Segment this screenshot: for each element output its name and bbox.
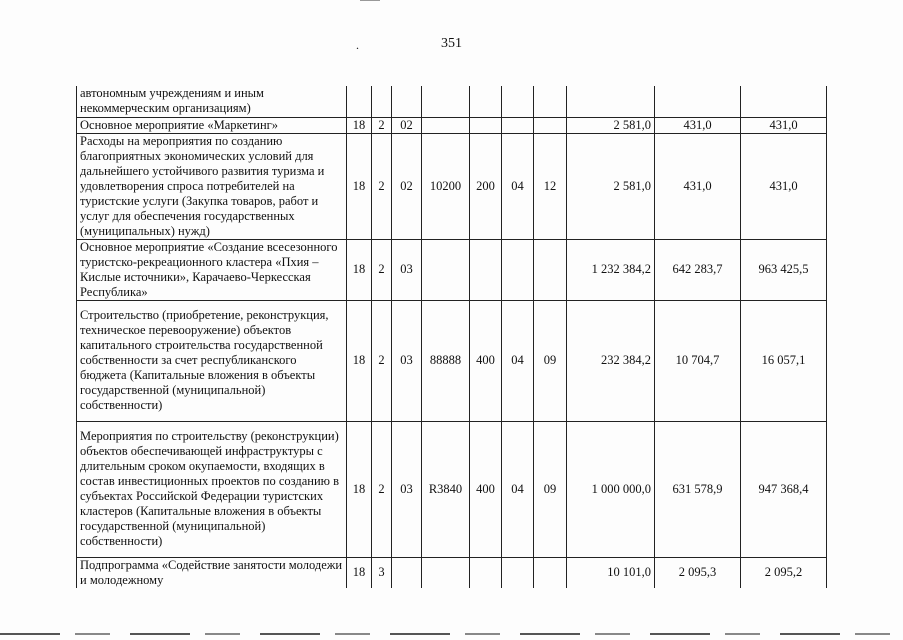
page-mark: .: [356, 38, 359, 52]
budget-table: [76, 86, 827, 588]
cell-pr: 09: [534, 300, 567, 421]
table-row: [77, 300, 827, 421]
cell-gr: [347, 86, 372, 117]
cell-om: [392, 557, 422, 588]
cell-pgr: [372, 86, 392, 117]
cell-value-2: [655, 86, 741, 117]
cell-om: 02: [392, 117, 422, 133]
cell-pgr: 2: [372, 421, 392, 557]
cell-value-3: 16 057,1: [741, 300, 827, 421]
cell-value-2: 10 704,7: [655, 300, 741, 421]
cell-rz: 04: [502, 421, 534, 557]
cell-value-1: 2 581,0: [567, 117, 655, 133]
cell-pr: [534, 117, 567, 133]
cell-rz: 04: [502, 133, 534, 239]
table-row: [77, 117, 827, 133]
cell-napr: [422, 117, 470, 133]
cell-rz: [502, 557, 534, 588]
page-number: 351: [441, 36, 462, 51]
cell-value-1: 2 581,0: [567, 133, 655, 239]
cell-gr: 18: [347, 557, 372, 588]
cell-om: 03: [392, 300, 422, 421]
cell-vr: 200: [470, 133, 502, 239]
cell-vr: 400: [470, 421, 502, 557]
cell-pgr: 2: [372, 133, 392, 239]
cell-value-3: 947 368,4: [741, 421, 827, 557]
row-name: Строительство (приобретение, реконструкция, техническое перевооружение) объектов капитального строительства государственной собственности за счет республиканского бюджета (Капитальные вложения в объекты государственной (муниципальной) собственности): [77, 300, 347, 421]
cell-rz: 04: [502, 300, 534, 421]
cell-pgr: 2: [372, 239, 392, 300]
cell-pr: 09: [534, 421, 567, 557]
cell-vr: [470, 239, 502, 300]
scan-artifact-top: [360, 0, 380, 1]
row-name: Основное мероприятие «Маркетинг»: [77, 117, 347, 133]
cell-value-1: 10 101,0: [567, 557, 655, 588]
cell-pgr: 2: [372, 300, 392, 421]
cell-napr: 88888: [422, 300, 470, 421]
cell-value-3: 2 095,2: [741, 557, 827, 588]
cell-napr: [422, 86, 470, 117]
cell-napr: [422, 239, 470, 300]
table-row: [77, 421, 827, 557]
cell-gr: 18: [347, 117, 372, 133]
cell-value-3: [741, 86, 827, 117]
cell-pgr: 3: [372, 557, 392, 588]
cell-gr: 18: [347, 239, 372, 300]
row-name: Расходы на мероприятия по созданию благоприятных экономических условий для дальнейшего устойчивого развития туризма и удовлетворения спроса потребителей на туристские услуги (Закупка товаров, работ и услуг для обеспечения государственных (муниципальных) нужд): [77, 133, 347, 239]
cell-vr: [470, 86, 502, 117]
cell-value-2: 631 578,9: [655, 421, 741, 557]
cell-om: 03: [392, 421, 422, 557]
table-row: [77, 557, 827, 588]
cell-vr: [470, 117, 502, 133]
cell-om: 02: [392, 133, 422, 239]
cell-value-2: 431,0: [655, 133, 741, 239]
cell-vr: [470, 557, 502, 588]
table-row: [77, 133, 827, 239]
cell-pr: 12: [534, 133, 567, 239]
row-name: Мероприятия по строительству (реконструкции) объектов обеспечивающей инфраструктуры с длительным сроком окупаемости, входящих в состав инвестиционных проектов по созданию в субъектах Российской Федерации туристских кластеров (Капитальные вложения в объекты государственной (муниципальной) собственности): [77, 421, 347, 557]
cell-om: 03: [392, 239, 422, 300]
cell-value-2: 642 283,7: [655, 239, 741, 300]
cell-rz: [502, 239, 534, 300]
table-row: [77, 239, 827, 300]
cell-value-3: 431,0: [741, 133, 827, 239]
cell-value-2: 431,0: [655, 117, 741, 133]
cell-napr: 10200: [422, 133, 470, 239]
table-row: [77, 86, 827, 117]
cell-om: [392, 86, 422, 117]
cell-value-1: 1 000 000,0: [567, 421, 655, 557]
scan-artifact-bottom: [0, 633, 903, 635]
cell-gr: 18: [347, 300, 372, 421]
cell-pgr: 2: [372, 117, 392, 133]
cell-pr: [534, 557, 567, 588]
cell-pr: [534, 239, 567, 300]
cell-rz: [502, 117, 534, 133]
row-name: Основное мероприятие «Создание всесезонного туристско-рекреационного кластера «Пхия – Кислые источники», Карачаево-Черкесская Республика»: [77, 239, 347, 300]
cell-gr: 18: [347, 421, 372, 557]
cell-value-1: [567, 86, 655, 117]
cell-napr: [422, 557, 470, 588]
cell-vr: 400: [470, 300, 502, 421]
row-name: Подпрограмма «Содействие занятости молодежи и молодежному: [77, 557, 347, 588]
cell-value-1: 1 232 384,2: [567, 239, 655, 300]
cell-napr: R3840: [422, 421, 470, 557]
cell-rz: [502, 86, 534, 117]
cell-gr: 18: [347, 133, 372, 239]
cell-pr: [534, 86, 567, 117]
cell-value-3: 431,0: [741, 117, 827, 133]
row-name: автономным учреждениям и иным некоммерческим организациям): [77, 86, 347, 117]
cell-value-3: 963 425,5: [741, 239, 827, 300]
cell-value-1: 232 384,2: [567, 300, 655, 421]
cell-value-2: 2 095,3: [655, 557, 741, 588]
